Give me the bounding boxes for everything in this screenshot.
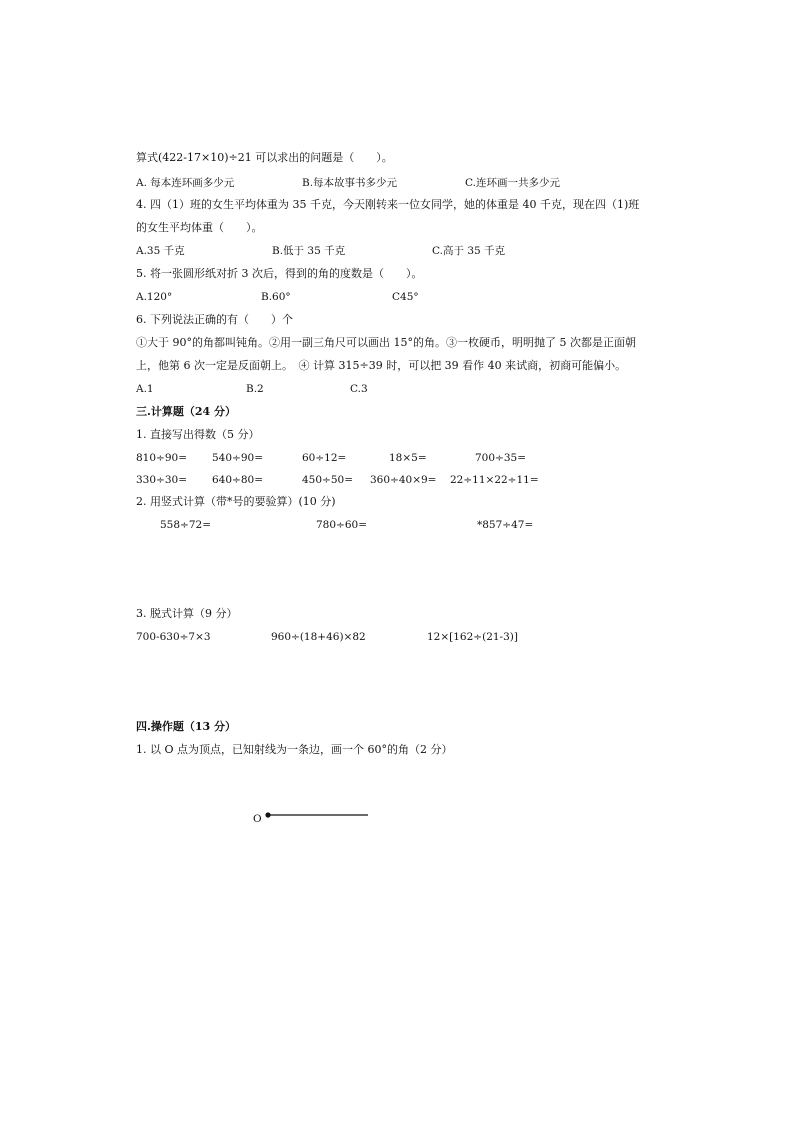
section3-p2-title: 2. 用竖式计算（带*号的要验算）(10 分) [136,495,336,508]
stepwise-calc-item: 960÷(18+46)×82 [271,631,366,643]
calc-item: 700÷35= [475,452,526,464]
q3-option-c: C.连环画一共多少元 [465,177,560,189]
vertical-calc-item: 780÷60= [316,519,367,531]
q4-option-a: A.35 千克 [136,245,185,257]
q4-option-c: C.高于 35 千克 [432,245,506,257]
q4-stem-line2: 的女生平均体重（ ）。 [136,221,263,234]
q3-stem: 算式(422-17×10)÷21 可以求出的问题是（ ）。 [136,151,393,164]
vertical-calc-item: 558÷72= [160,519,211,531]
section3-p1-title: 1. 直接写出得数（5 分） [136,428,260,441]
q6-body-line1: ①大于 90°的角都叫钝角。②用一副三角尺可以画出 15°的角。③一枚硬币，明明抛了 5 次都是正面朝 [136,336,636,349]
section4-p1-title: 1. 以 O 点为顶点，已知射线为一条边，画一个 60°的角（2 分） [136,743,453,756]
q5-option-b: B.60° [261,291,291,303]
q6-option-b: B.2 [246,383,264,395]
calc-item: 330÷30= [136,474,187,486]
calc-item: 18×5= [389,452,427,464]
q5-option-a: A.120° [136,291,173,303]
ray-diagram [248,806,378,832]
point-o-label: O [253,813,262,825]
section4-heading: 四.操作题（13 分） [136,720,236,733]
calc-item: 22÷11×22÷11= [450,474,539,486]
section3-heading: 三.计算题（24 分） [136,405,236,418]
q4-option-b: B.低于 35 千克 [272,245,346,257]
q3-option-a: A. 每本连环画多少元 [136,177,235,189]
calc-item: 60÷12= [302,452,347,464]
q6-option-a: A.1 [136,383,154,395]
vertical-calc-item: *857÷47= [477,519,534,531]
q5-option-c: C45° [392,291,419,303]
calc-item: 540÷90= [212,452,263,464]
calc-item: 450÷50= [302,474,353,486]
q5-stem: 5. 将一张圆形纸对折 3 次后，得到的角的度数是（ ）。 [136,267,423,280]
calc-item: 640÷80= [212,474,263,486]
stepwise-calc-item: 700-630÷7×3 [136,631,211,643]
stepwise-calc-item: 12×[162÷(21-3)] [427,631,518,643]
q3-option-b: B.每本故事书多少元 [302,177,398,189]
q4-stem-line1: 4. 四（1）班的女生平均体重为 35 千克，今天刚转来一位女同学，她的体重是 40 千克，现在四（1)班 [136,198,640,211]
calc-item: 360÷40×9= [370,474,437,486]
calc-item: 810÷90= [136,452,187,464]
section3-p3-title: 3. 脱式计算（9 分） [136,607,238,620]
q6-body-line2: 上，他第 6 次一定是反面朝上。 ④ 计算 315÷39 时，可以把 39 看作 40 来试商，初商可能偏小。 [136,359,627,372]
q6-option-c: C.3 [350,383,368,395]
ray-svg [248,806,378,828]
q6-stem: 6. 下列说法正确的有（ ）个 [136,313,293,326]
